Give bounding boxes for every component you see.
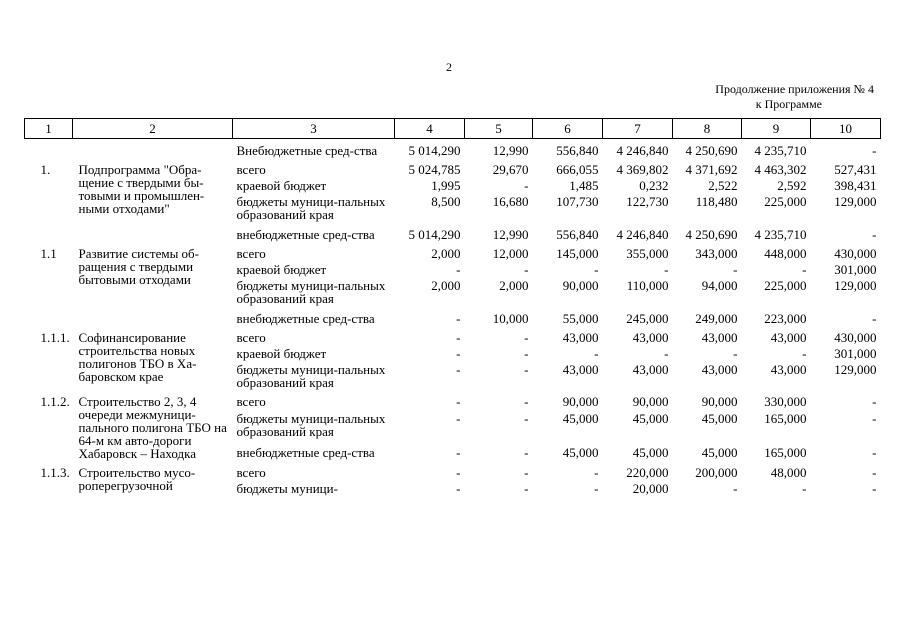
value-cell: 129,000 [834, 194, 877, 209]
value-cell: 43,000 [701, 362, 738, 377]
value-cell: 43,000 [770, 362, 807, 377]
value-cell: - [872, 410, 877, 426]
value-cell: - [456, 311, 461, 326]
item-name: Строительство 2, 3, 4 очереди межмуници-пального полигона ТБО на 64-м км авто-дороги Хабаровск – Находка [78, 394, 227, 461]
value-cell: 90,000 [632, 394, 669, 409]
item-number: 1. [40, 162, 51, 177]
value-cell: - [456, 445, 461, 461]
budget-table [24, 118, 881, 495]
value-cell: - [456, 410, 461, 426]
value-cell: - [802, 262, 807, 277]
value-cell: 48,000 [770, 465, 807, 480]
value-cell: 90,000 [562, 394, 599, 409]
value-cell: 145,000 [556, 246, 599, 261]
value-cell: - [594, 262, 599, 277]
funding-source: внебюджетные сред-ства [236, 445, 375, 461]
page-number: 2 [446, 60, 452, 74]
header-cell: 10 [811, 119, 881, 139]
funding-source: бюджеты муници-пальных образований края [236, 278, 386, 306]
value-cell: 43,000 [701, 330, 738, 345]
value-cell: - [524, 178, 529, 193]
value-cell: - [872, 465, 877, 480]
table-row [25, 389, 881, 409]
value-cell: 45,000 [632, 445, 669, 461]
value-cell: - [524, 394, 529, 409]
value-cell: - [733, 481, 738, 496]
table-row [25, 325, 881, 344]
value-cell: 220,000 [626, 465, 669, 480]
value-cell: 4 246,840 [616, 227, 669, 242]
value-cell: 0,232 [639, 178, 669, 193]
value-cell: 129,000 [834, 278, 877, 293]
value-cell: 301,000 [834, 346, 877, 361]
value-cell: 110,000 [626, 278, 669, 293]
funding-source: краевой бюджет [236, 346, 327, 361]
value-cell: 301,000 [834, 262, 877, 277]
value-cell: 225,000 [764, 278, 807, 293]
value-cell: - [872, 394, 877, 409]
value-cell: - [456, 346, 461, 361]
value-cell: 2,522 [708, 178, 738, 193]
value-cell: 43,000 [770, 330, 807, 345]
value-cell: 5 014,290 [408, 143, 461, 158]
value-cell: 225,000 [764, 194, 807, 209]
item-name: Софинансирование строительства новых полигонов ТБО в Ха-баровском крае [78, 330, 197, 384]
header-cell: 4 [395, 119, 465, 139]
table-row [25, 157, 881, 176]
value-cell: 94,000 [701, 278, 738, 293]
table-body [25, 139, 881, 496]
value-cell: 12,990 [492, 227, 529, 242]
value-cell: 12,990 [492, 143, 529, 158]
funding-source: бюджеты муници- [236, 481, 338, 496]
value-cell: - [664, 262, 669, 277]
funding-source: бюджеты муници-пальных образований края [236, 410, 386, 439]
value-cell: - [802, 346, 807, 361]
value-cell: - [456, 465, 461, 480]
value-cell: 43,000 [562, 362, 599, 377]
value-cell: 107,730 [556, 194, 599, 209]
value-cell: - [872, 481, 877, 496]
funding-source: всего [236, 162, 266, 177]
header-cell: 3 [233, 119, 395, 139]
item-number: 1.1.1. [40, 330, 70, 345]
value-cell: - [872, 311, 877, 326]
item-name [73, 139, 233, 158]
value-cell: - [456, 481, 461, 496]
value-cell: 29,670 [492, 162, 529, 177]
value-cell: 249,000 [695, 311, 738, 326]
value-cell: - [456, 262, 461, 277]
value-cell: 2,592 [777, 178, 807, 193]
value-cell: 245,000 [626, 311, 669, 326]
value-cell: - [872, 445, 877, 461]
table-row [25, 241, 881, 260]
value-cell: 2,000 [431, 246, 461, 261]
appendix-note-line2: к Программе [755, 97, 822, 111]
value-cell: 12,000 [492, 246, 529, 261]
appendix-note [660, 82, 874, 112]
value-cell: 430,000 [834, 330, 877, 345]
header-cell: 7 [603, 119, 673, 139]
value-cell: 556,840 [556, 143, 599, 158]
value-cell: 8,500 [431, 194, 461, 209]
value-cell: - [524, 330, 529, 345]
funding-source: бюджеты муници-пальных образований края [236, 194, 386, 222]
header-cell: 1 [25, 119, 73, 139]
value-cell: 20,000 [632, 481, 669, 496]
header-cell: 9 [742, 119, 811, 139]
table-row [25, 139, 881, 158]
value-cell: - [733, 262, 738, 277]
item-number [25, 139, 73, 158]
header-cell: 5 [465, 119, 533, 139]
value-cell: - [524, 445, 529, 461]
value-cell: 5 024,785 [408, 162, 461, 177]
funding-source: краевой бюджет [236, 178, 327, 193]
value-cell: 165,000 [764, 445, 807, 461]
value-cell: 223,000 [764, 311, 807, 326]
value-cell: - [872, 143, 877, 158]
item-name: Подпрограмма "Обра-щение с твердыми бы-товыми и промышлен-ными отходами" [78, 162, 205, 216]
value-cell: 10,000 [492, 311, 529, 326]
value-cell: - [524, 410, 529, 426]
value-cell: - [664, 346, 669, 361]
value-cell: 90,000 [562, 278, 599, 293]
value-cell: 1,485 [569, 178, 599, 193]
value-cell: 4 463,302 [754, 162, 807, 177]
value-cell: 5 014,290 [408, 227, 461, 242]
value-cell: 55,000 [562, 311, 599, 326]
header-cell: 6 [533, 119, 603, 139]
value-cell: 343,000 [695, 246, 738, 261]
value-cell: 448,000 [764, 246, 807, 261]
funding-source: внебюджетные сред-ства [236, 311, 375, 326]
value-cell: - [456, 330, 461, 345]
item-number: 1.1 [40, 246, 57, 261]
item-name: Строительство мусо-роперегрузочной [78, 465, 196, 493]
value-cell: 43,000 [632, 362, 669, 377]
value-cell: 398,431 [834, 178, 877, 193]
value-cell: 45,000 [562, 410, 599, 426]
value-cell: - [594, 481, 599, 496]
value-cell: 556,840 [556, 227, 599, 242]
funding-source: бюджеты муници-пальных образований края [236, 362, 386, 390]
value-cell: 4 246,840 [616, 143, 669, 158]
value-cell: 4 250,690 [685, 143, 738, 158]
value-cell: 4 369,802 [616, 162, 669, 177]
value-cell: 43,000 [632, 330, 669, 345]
funding-source: краевой бюджет [236, 262, 327, 277]
value-cell: 666,055 [556, 162, 599, 177]
value-cell: 45,000 [562, 445, 599, 461]
value-cell: - [524, 362, 529, 377]
value-cell: 200,000 [695, 465, 738, 480]
value-cell: 4 250,690 [685, 227, 738, 242]
value-cell: - [456, 394, 461, 409]
value-cell: - [594, 346, 599, 361]
header-cell: 2 [73, 119, 233, 139]
value-cell: 4 371,692 [685, 162, 738, 177]
value-cell: 2,000 [431, 278, 461, 293]
value-cell: - [872, 227, 877, 242]
value-cell: 330,000 [764, 394, 807, 409]
value-cell: - [456, 362, 461, 377]
funding-source: внебюджетные сред-ства [236, 227, 375, 242]
value-cell: 45,000 [701, 445, 738, 461]
value-cell: - [524, 346, 529, 361]
item-name: Развитие системы об-ращения с твердыми бытовыми отходами [78, 246, 199, 287]
table-row [25, 460, 881, 479]
funding-source: всего [236, 330, 266, 345]
value-cell: - [802, 481, 807, 496]
value-cell: 4 235,710 [754, 143, 807, 158]
funding-source: Внебюджетные сред-ства [236, 143, 378, 158]
value-cell: - [524, 262, 529, 277]
value-cell: - [524, 465, 529, 480]
value-cell: 355,000 [626, 246, 669, 261]
value-cell: - [733, 346, 738, 361]
value-cell: 1,995 [431, 178, 461, 193]
value-cell: 129,000 [834, 362, 877, 377]
value-cell: 90,000 [701, 394, 738, 409]
value-cell: - [524, 481, 529, 496]
value-cell: - [594, 465, 599, 480]
value-cell: 118,480 [695, 194, 738, 209]
value-cell: 4 235,710 [754, 227, 807, 242]
funding-source: всего [236, 465, 266, 480]
value-cell: 45,000 [701, 410, 738, 426]
header-row [25, 119, 881, 139]
header-cell: 8 [673, 119, 742, 139]
item-number: 1.1.2. [40, 394, 70, 409]
value-cell: 43,000 [562, 330, 599, 345]
value-cell: 527,431 [834, 162, 877, 177]
value-cell: 16,680 [492, 194, 529, 209]
value-cell: 122,730 [626, 194, 669, 209]
value-cell: 165,000 [764, 410, 807, 426]
value-cell: 45,000 [632, 410, 669, 426]
value-cell: 430,000 [834, 246, 877, 261]
item-number: 1.1.3. [40, 465, 70, 480]
appendix-note-line1: Продолжение приложения № 4 [715, 82, 874, 96]
value-cell: 2,000 [499, 278, 529, 293]
funding-source: всего [236, 246, 266, 261]
funding-source: всего [236, 394, 266, 409]
